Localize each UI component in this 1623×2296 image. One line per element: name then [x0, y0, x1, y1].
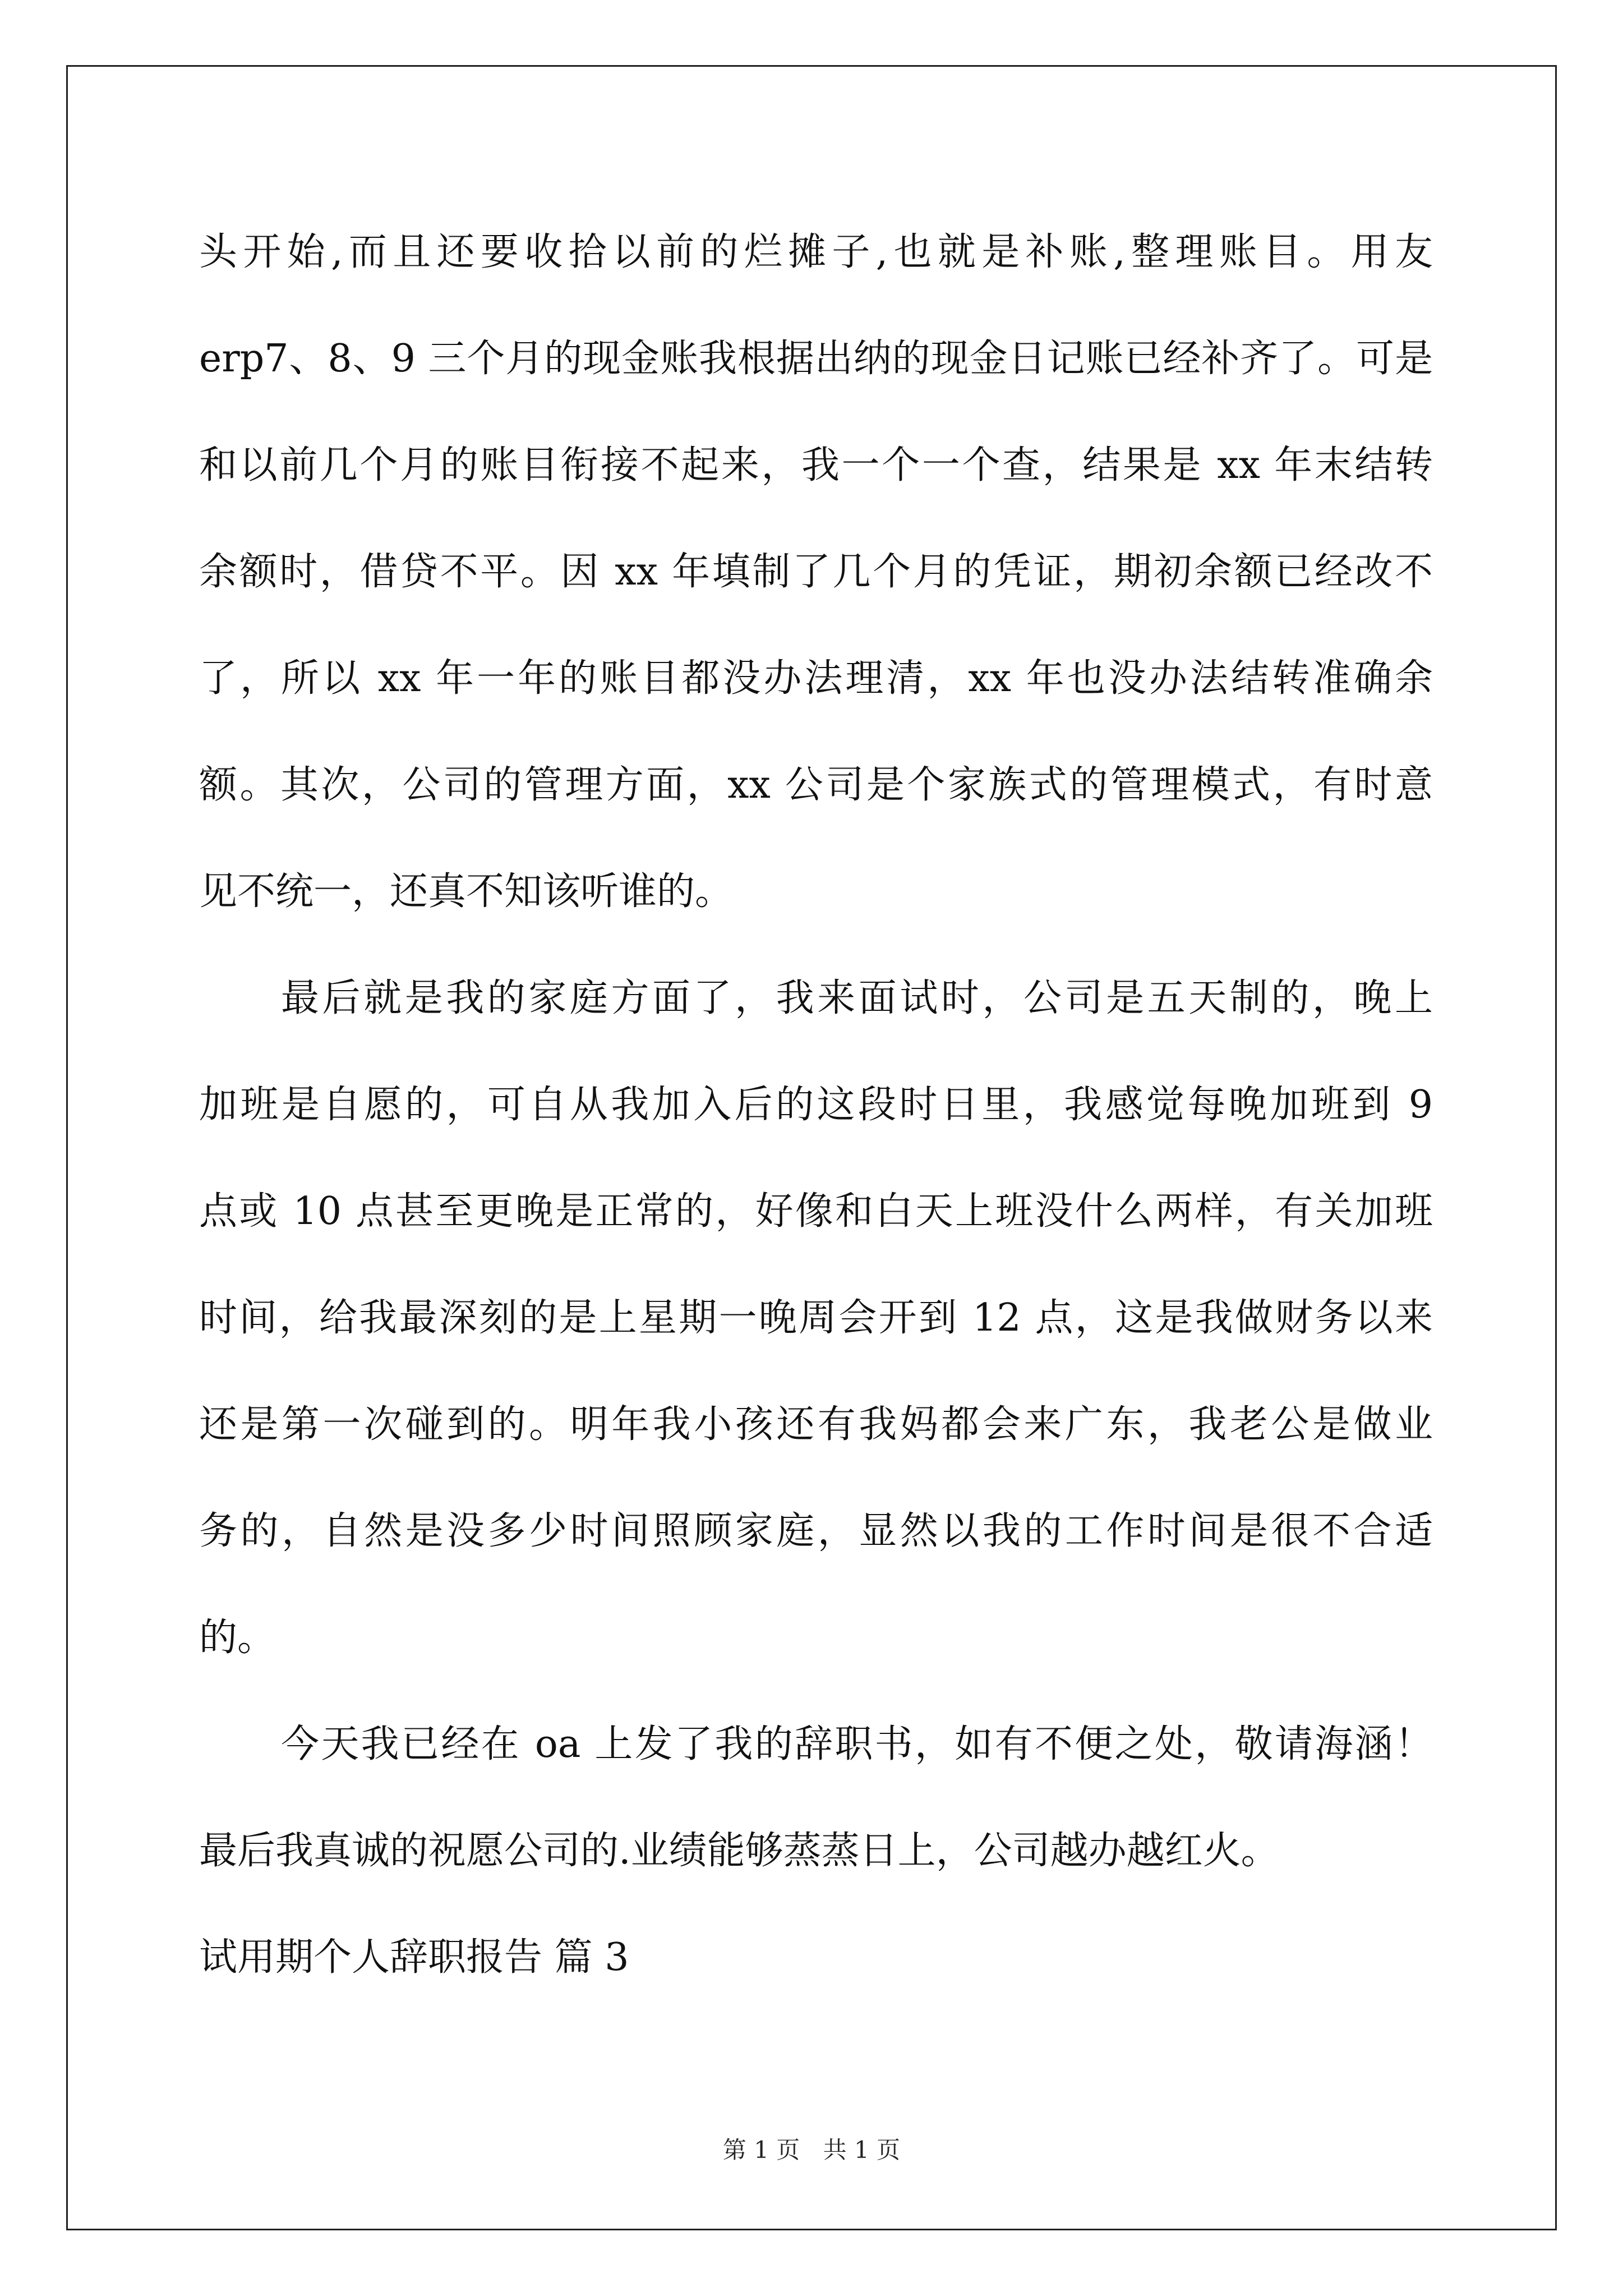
page-number: 第 1 页	[722, 2136, 800, 2164]
page-footer	[0, 2132, 1623, 2165]
paragraph-line: 最后就是我的家庭方面了，我来面试时，公司是五天制的，晚上	[281, 976, 1433, 1020]
paragraph-line: 余额时，借贷不平。因 xx 年填制了几个月的凭证，期初余额已经改不	[199, 550, 1433, 594]
paragraph-line: erp7、8、9 三个月的现金账我根据出纳的现金日记账已经补齐了。可是	[199, 337, 1433, 381]
paragraph-line: 了，所以 xx 年一年的账目都没办法理清，xx 年也没办法结转准确余	[199, 656, 1433, 701]
paragraph-line: 今天我已经在 oa 上发了我的辞职书，如有不便之处，敬请海涵！	[281, 1722, 1433, 1766]
paragraph-line: 见不统一，还真不知该听谁的。	[199, 869, 734, 914]
paragraph-line: 和以前几个月的账目衔接不起来，我一个一个查，结果是 xx 年末结转	[199, 443, 1433, 487]
paragraph-line: 最后我真诚的祝愿公司的.业绩能够蒸蒸日上，公司越办越红火。	[199, 1829, 1279, 1873]
paragraph-line: 时间，给我最深刻的是上星期一晚周会开到 12 点，这是我做财务以来	[199, 1296, 1433, 1340]
paragraph-line: 加班是自愿的，可自从我加入后的这段时日里，我感觉每晚加班到 9	[199, 1083, 1433, 1127]
paragraph-line: 额。其次，公司的管理方面，xx 公司是个家族式的管理模式，有时意	[199, 763, 1433, 807]
paragraph-line: 点或 10 点甚至更晚是正常的，好像和白天上班没什么两样，有关加班	[199, 1189, 1433, 1234]
page-total: 共 1 页	[823, 2136, 901, 2164]
document-body	[199, 199, 1433, 2011]
paragraph-line: 还是第一次碰到的。明年我小孩还有我妈都会来广东，我老公是做业	[199, 1402, 1433, 1447]
paragraph-line: 头开始,而且还要收拾以前的烂摊子,也就是补账,整理账目。用友	[199, 230, 1433, 274]
paragraph-line: 的。	[199, 1616, 276, 1660]
section-heading: 试用期个人辞职报告 篇 3	[199, 1935, 629, 1980]
paragraph-line: 务的，自然是没多少时间照顾家庭，显然以我的工作时间是很不合适	[199, 1509, 1433, 1553]
